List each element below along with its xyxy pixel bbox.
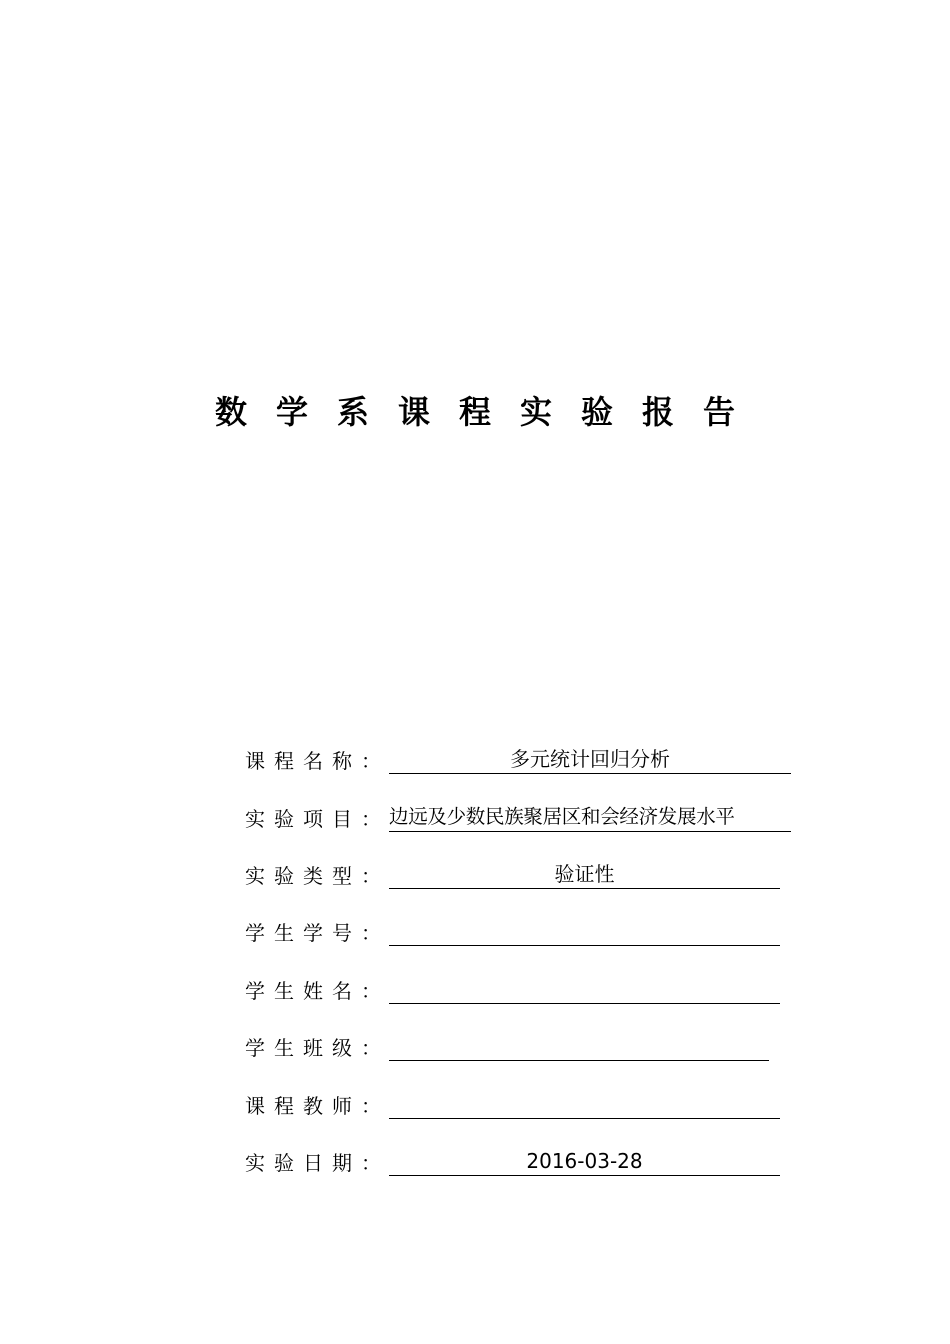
course-teacher-value [389, 1091, 780, 1119]
student-id-value [389, 918, 780, 946]
course-teacher-row [245, 1089, 780, 1119]
course-name-label: 课程名称： [245, 749, 390, 773]
report-title: 数学系课程实验报告 [214, 393, 764, 431]
experiment-project-value: 边远及少数民族聚居区和会经济发展水平 [389, 804, 791, 832]
experiment-date-row [245, 1146, 780, 1176]
course-name-value: 多元统计回归分析 [389, 746, 791, 774]
student-name-row [245, 974, 780, 1004]
experiment-type-value: 验证性 [389, 861, 780, 889]
student-class-label: 学生班级： [245, 1036, 390, 1060]
course-teacher-label: 课程教师： [245, 1094, 390, 1118]
student-id-row [245, 916, 780, 946]
experiment-type-label: 实验类型： [245, 864, 390, 888]
experiment-date-value: 2016-03-28 [389, 1148, 780, 1176]
experiment-project-label: 实验项目： [245, 807, 390, 831]
student-class-row [245, 1031, 769, 1061]
experiment-date-label: 实验日期： [245, 1151, 390, 1175]
course-name-row [245, 744, 791, 774]
student-name-value [389, 976, 780, 1004]
student-class-value [389, 1033, 769, 1061]
experiment-type-row [245, 859, 780, 889]
student-name-label: 学生姓名： [245, 979, 390, 1003]
experiment-project-row [245, 802, 791, 832]
student-id-label: 学生学号： [245, 921, 390, 945]
